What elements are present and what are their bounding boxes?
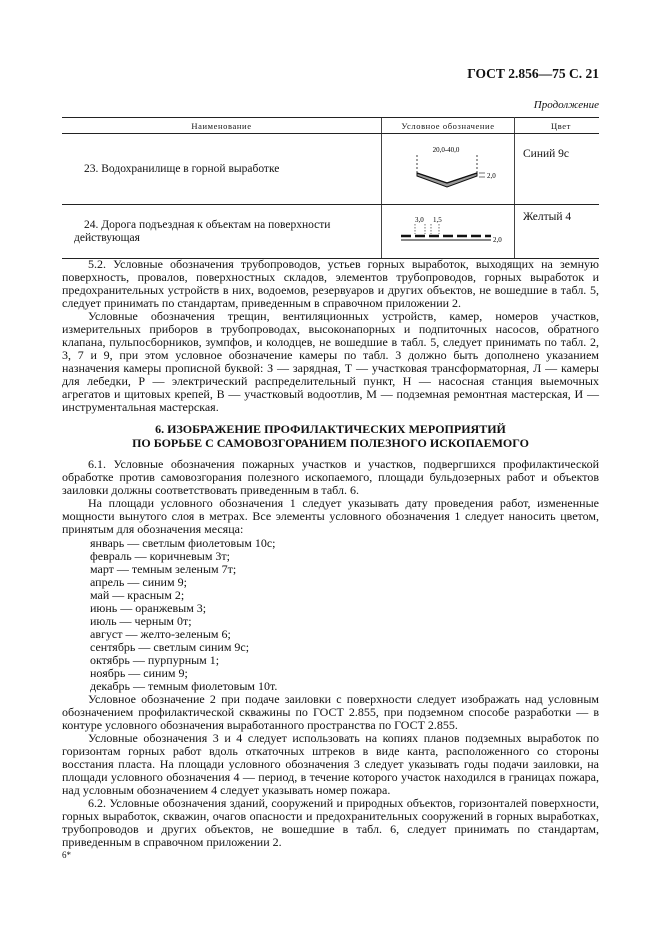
symbol-dimension-label: 20,0-40,0	[432, 146, 460, 154]
paragraph-6-1: 6.1. Условные обозначения пожарных участков и участков, подвергшихся профилактической обработке против самовозгорания полезного ископаемого, площади бульдозерных работ и объектов заиловки должны соответствовать приведенным в табл. 6.	[62, 457, 599, 497]
list-item: октябрь — пурпурным 1;	[90, 653, 220, 667]
list-item: апрель — синим 9;	[90, 575, 187, 589]
column-header-name: Наименование	[62, 118, 382, 134]
list-item: август — желто-зеленым 6;	[90, 627, 231, 641]
row-symbol	[382, 134, 515, 205]
paragraph-5-2: 5.2. Условные обозначения трубопроводов, устьев горных выработок, выходящих на земную поверхность, провалов, поверхностных складов, элементов трубопроводов, горных выработок и предохранительных устройств в них, водоемов, резервуаров и других объектов, не вошедшие в табл. 5, следует принимать по стандартам, приведенным в справочном приложении 2.	[62, 257, 599, 310]
section-6-rest	[62, 693, 599, 849]
table-row	[62, 205, 599, 259]
paragraph-5-2-cont: Условные обозначения трещин, вентиляционных устройств, камер, номеров участков, измерительных приборов в трубопроводах, высоконапорных и подпиточных насосов, обратного клапана, пульпосборников, зумпфов, и колодцев, не вошедшие в табл. 5, следует принимать по табл. 2, 3, 7 и 9, при этом условное обозначение камеры по табл. 3 должно быть дополнено указанием назначения камеры прописной буквой: З — зарядная, Т — участковая трансформаторная, Л — камеры для лебедки, Р — электрический распределительный пункт, Н — насосная станция выемочных агрегатов и щитовых крепей, В — участковый водоотлив, М — подземная ремонтная мастерская, И — инструментальная мастерская.	[62, 309, 599, 414]
road-symbol-icon	[393, 212, 503, 252]
list-item: февраль — коричневым 3т;	[90, 549, 230, 563]
section-6-intro	[62, 458, 599, 536]
row-name: 24. Дорога подъездная к объектам на поверхности действующая	[62, 205, 382, 259]
list-item: ноябрь — синим 9;	[90, 666, 188, 680]
symbols-table	[62, 117, 599, 259]
month-color-list	[90, 537, 277, 693]
list-item: январь — светлым фиолетовым 10с;	[90, 536, 276, 550]
section-6-heading	[62, 422, 599, 450]
reservoir-symbol-icon	[393, 143, 503, 195]
list-item: июнь — оранжевым 3;	[90, 601, 207, 615]
row-color: Желтый 4	[515, 205, 600, 259]
symbol-side-label: 2,0	[487, 172, 496, 180]
list-item: март — темным зеленым 7т;	[90, 562, 237, 576]
column-header-symbol: Условное обозначение	[382, 118, 515, 134]
list-item: сентябрь — светлым синим 9с;	[90, 640, 250, 654]
row-symbol	[382, 205, 515, 259]
symbol-dash-label: 3,0	[415, 215, 424, 224]
symbol-gap-label: 1,5	[433, 215, 442, 224]
page-footer-mark: 6*	[62, 850, 71, 860]
paragraph-6-1-cont: На площади условного обозначения 1 следует указывать дату проведения работ, измененные мощности вынутого слоя в метрах. Все элементы условного обозначения 1 следует наносить цветом, принятым для обозначения месяца:	[62, 496, 599, 536]
heading-line: ПО БОРЬБЕ С САМОВОЗГОРАНИЕМ ПОЛЕЗНОГО ИСКОПАЕМОГО	[132, 436, 529, 450]
paragraph-symbol-2: Условное обозначение 2 при подаче заиловки с поверхности следует изображать над условным обозначением профилактической скважины по ГОСТ 2.855, при подземном способе разработки — в контуре условного обозначения выработанного пространства по ГОСТ 2.855.	[62, 692, 599, 732]
paragraph-6-2: 6.2. Условные обозначения зданий, сооружений и природных объектов, горизонталей поверхности, горных выработок, скважин, очагов опасности и предохранительных сооружений в горных выработках, трубопроводов и других объектов, не вошедшие в табл. 6, следует принимать по стандартам, приведенным в справочном приложении 2.	[62, 796, 599, 849]
continuation-label: Продолжение	[533, 99, 599, 111]
page-header: ГОСТ 2.856—75 С. 21	[467, 66, 599, 81]
paragraph-symbol-3-4: Условные обозначения 3 и 4 следует использовать на копиях планов подземных выработок по горизонтам горных работ вдоль откаточных штреков в виде канта, расположенного со стороны восстания пласта. На площади условного обозначения 3 следует указывать годы подачи заиловки, на площади условного обозначения 4 — период, в течение которого участок находился в границах пожара, над условным обозначением 4 следует указывать номер пожара.	[62, 731, 599, 797]
symbol-side-label: 2,0	[493, 235, 502, 244]
column-header-color: Цвет	[515, 118, 600, 134]
section-5-text	[62, 258, 599, 414]
list-item: июль — черным 0т;	[90, 614, 192, 628]
heading-line: 6. ИЗОБРАЖЕНИЕ ПРОФИЛАКТИЧЕСКИХ МЕРОПРИЯТИЙ	[155, 422, 506, 436]
list-item: май — красным 2;	[90, 588, 185, 602]
table-header-row	[62, 118, 599, 134]
list-item: декабрь — темным фиолетовым 10т.	[90, 679, 278, 693]
row-color: Синий 9с	[515, 134, 600, 205]
row-name: 23. Водохранилище в горной выработке	[62, 134, 382, 205]
table-row	[62, 134, 599, 205]
